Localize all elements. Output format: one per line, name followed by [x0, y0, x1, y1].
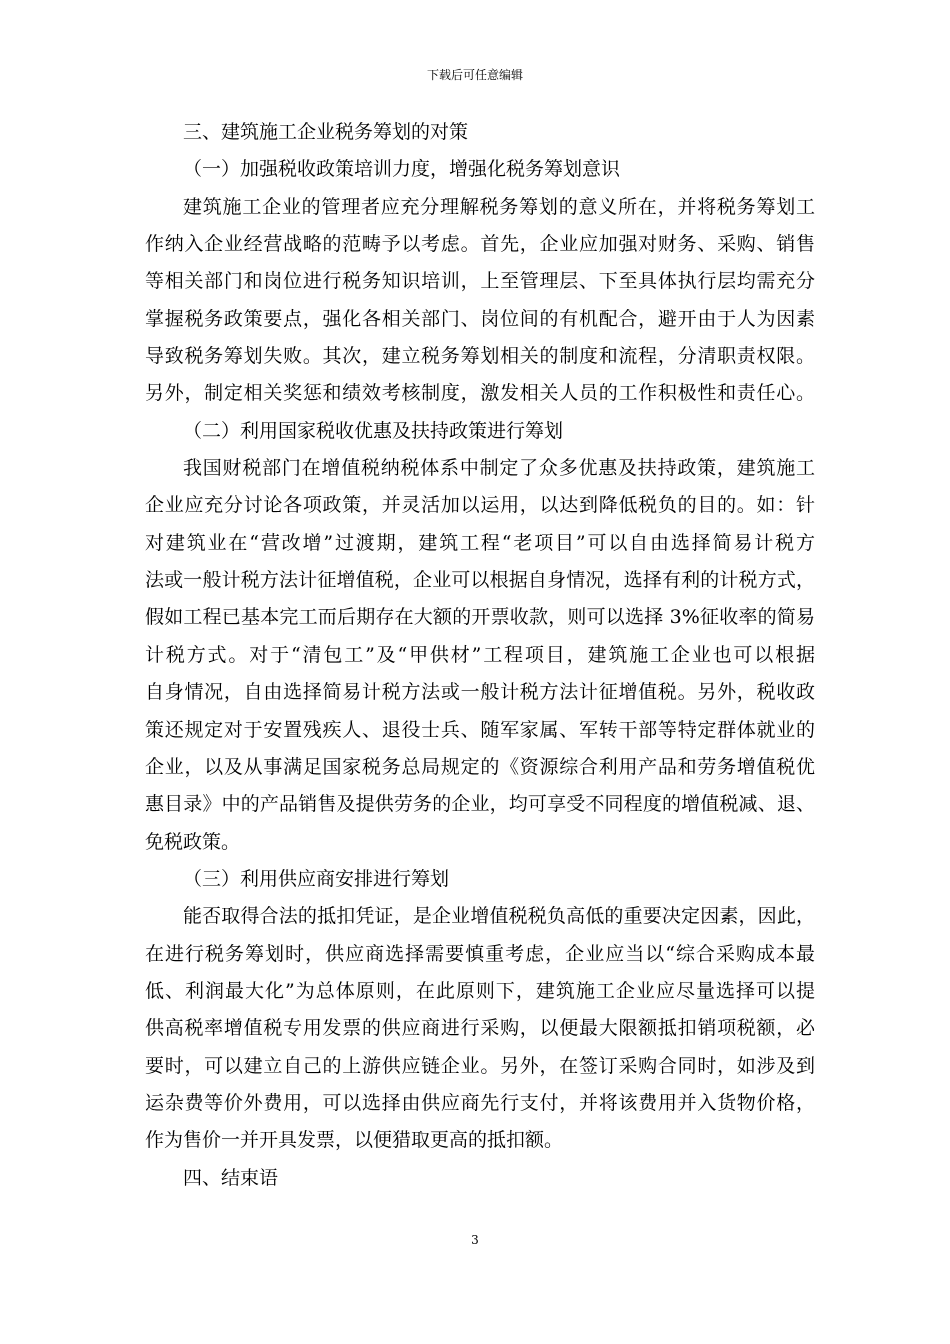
paragraph-line: 免税政策。: [145, 830, 241, 853]
paragraph-line: 企业应充分讨论各项政策，并灵活加以运用，以达到降低税负的目的。如：针: [145, 494, 815, 517]
paragraph-line: 作纳入企业经营战略的范畴予以考虑。首先，企业应加强对财务、采购、销售: [145, 233, 815, 256]
paragraph-line: 运杂费等价外费用，可以选择由供应商先行支付，并将该费用并入货物价格，: [145, 1091, 815, 1114]
paragraph-line: 假如工程已基本完工而后期存在大额的开票收款，则可以选择 3%征收率的简易: [145, 606, 815, 629]
paragraph-line: 导致税务筹划失败。其次，建立税务筹划相关的制度和流程，分清职责权限。: [145, 345, 815, 368]
page-number: 3: [471, 1233, 479, 1247]
paragraph-line: 我国财税部门在增值税纳税体系中制定了众多优惠及扶持政策，建筑施工: [183, 457, 815, 480]
subsection-heading-1: （一）加强税收政策培训力度，增强化税务筹划意识: [183, 158, 621, 181]
paragraph-line: 建筑施工企业的管理者应充分理解税务筹划的意义所在，并将税务筹划工: [183, 195, 815, 218]
paragraph-line: 在进行税务筹划时，供应商选择需要慎重考虑，企业应当以“综合采购成本最: [145, 942, 815, 965]
paragraph-line: 另外，制定相关奖惩和绩效考核制度，激发相关人员的工作积极性和责任心。: [145, 382, 815, 405]
subsection-heading-3: （三）利用供应商安排进行筹划: [183, 867, 450, 890]
paragraph-line: 法或一般计税方法计征增值税，企业可以根据自身情况，选择有利的计税方式，: [145, 569, 815, 592]
paragraph-line: 对建筑业在“营改增”过渡期，建筑工程“老项目”可以自由选择简易计税方: [145, 531, 815, 554]
paragraph-line: 能否取得合法的抵扣凭证，是企业增值税税负高低的重要决定因素，因此，: [183, 905, 815, 928]
paragraph-line: 策还规定对于安置残疾人、退役士兵、随军家属、军转干部等特定群体就业的: [145, 718, 815, 741]
paragraph-line: 低、利润最大化”为总体原则，在此原则下，建筑施工企业应尽量选择可以提: [145, 979, 815, 1002]
subsection-heading-2: （二）利用国家税收优惠及扶持政策进行筹划: [183, 419, 564, 442]
paragraph-line: 等相关部门和岗位进行税务知识培训，上至管理层、下至具体执行层均需充分: [145, 270, 815, 293]
paragraph-line: 企业，以及从事满足国家税务总局规定的《资源综合利用产品和劳务增值税优: [145, 755, 815, 778]
header-note: 下载后可任意编辑: [426, 68, 523, 82]
paragraph-2: [145, 450, 815, 861]
document-body: [145, 114, 815, 1197]
paragraph-line: 自身情况，自由选择简易计税方法或一般计税方法计征增值税。另外，税收政: [145, 681, 815, 704]
paragraph-line: 作为售价一并开具发票，以便猎取更高的抵扣额。: [145, 1129, 564, 1152]
paragraph-line: 掌握税务政策要点，强化各相关部门、岗位间的有机配合，避开由于人为因素: [145, 307, 815, 330]
paragraph-line: 惠目录》中的产品销售及提供劳务的企业，均可享受不同程度的增值税减、退、: [145, 793, 815, 816]
paragraph-line: 供高税率增值税专用发票的供应商进行采购，以便最大限额抵扣销项税额，必: [145, 1017, 815, 1040]
section-heading-4: 四、结束语: [183, 1166, 279, 1189]
paragraph-3: [145, 898, 815, 1159]
paragraph-line: 计税方式。对于“清包工”及“甲供材”工程项目，建筑施工企业也可以根据: [145, 643, 815, 666]
paragraph-1: [145, 189, 815, 413]
paragraph-line: 要时，可以建立自己的上游供应链企业。另外，在签订采购合同时，如涉及到: [145, 1054, 815, 1077]
section-heading-3: 三、建筑施工企业税务筹划的对策: [183, 121, 469, 143]
